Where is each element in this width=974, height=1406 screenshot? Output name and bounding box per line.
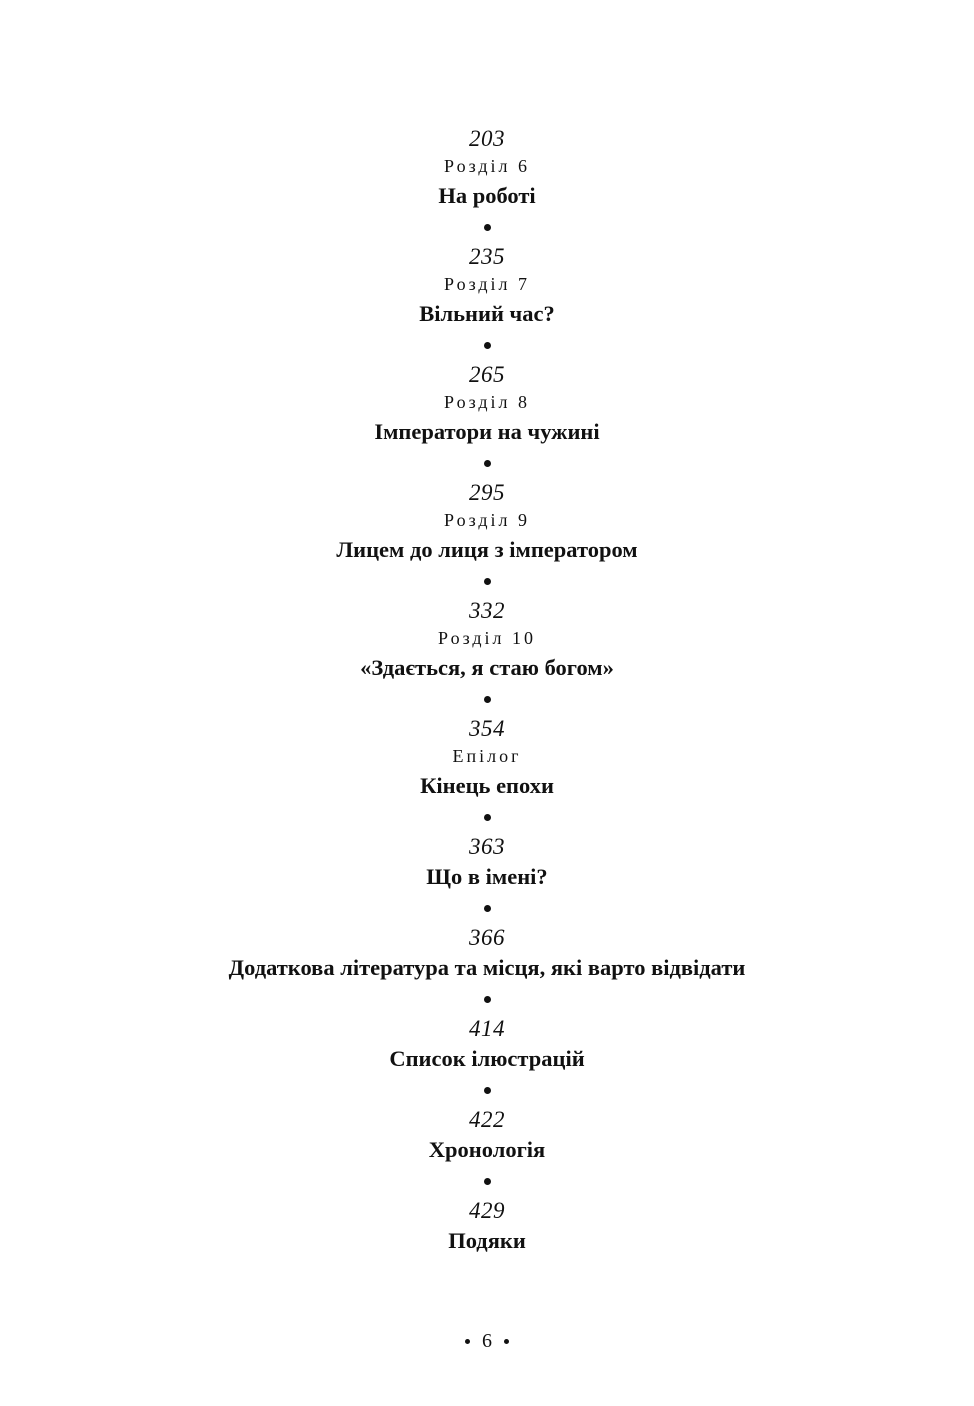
toc-entry [0,1196,974,1257]
entry-page-number: 235 [469,244,505,269]
entry-chapter-label: Епілог [452,746,522,766]
toc-entry [0,596,974,684]
entry-title: Список ілюстрацій [389,1046,585,1071]
separator [484,1075,491,1105]
toc-entry [0,124,974,212]
entry-title: Вільний час? [419,301,555,326]
separator [484,684,491,714]
bullet-dot-icon [484,905,491,912]
bullet-dot-icon [484,1178,491,1185]
entry-chapter-label: Розділ 7 [444,274,530,294]
entry-title: Додаткова література та місця, які варто відвідати [228,955,746,980]
entry-page-number: 354 [469,716,505,741]
bullet-dot-icon [484,224,491,231]
page-footer [0,1327,974,1355]
table-of-contents [0,124,974,1257]
entry-page-number: 414 [469,1016,505,1041]
separator [484,448,491,478]
entry-page-number: 429 [469,1198,505,1223]
bullet-dot-icon [484,814,491,821]
toc-entry [0,1014,974,1075]
toc-entry [0,478,974,566]
entry-title: Кінець епохи [420,773,554,798]
toc-entry [0,714,974,802]
toc-entry [0,242,974,330]
entry-chapter-label: Розділ 6 [444,156,530,176]
entry-page-number: 332 [469,598,505,623]
separator [484,1166,491,1196]
separator [484,984,491,1014]
bullet-dot-icon [484,696,491,703]
separator [484,893,491,923]
footer-dot-icon [465,1339,470,1344]
toc-entry [0,923,974,984]
separator [484,330,491,360]
separator [484,566,491,596]
entry-page-number: 422 [469,1107,505,1132]
entry-title: Лицем до лиця з імператором [336,537,638,562]
entry-title: Хронологія [428,1137,546,1162]
bullet-dot-icon [484,342,491,349]
entry-page-number: 366 [469,925,505,950]
separator [484,212,491,242]
entry-page-number: 363 [469,834,505,859]
toc-entry [0,832,974,893]
entry-page-number: 265 [469,362,505,387]
toc-entry [0,360,974,448]
entry-title: «Здається, я стаю богом» [360,655,614,680]
bullet-dot-icon [484,996,491,1003]
entry-chapter-label: Розділ 9 [444,510,530,530]
separator [484,802,491,832]
entry-chapter-label: Розділ 8 [444,392,530,412]
bullet-dot-icon [484,460,491,467]
footer-dot-icon [504,1339,509,1344]
entry-title: На роботі [438,183,536,208]
entry-page-number: 295 [469,480,505,505]
bullet-dot-icon [484,578,491,585]
entry-title: Що в імені? [426,864,548,889]
bullet-dot-icon [484,1087,491,1094]
entry-page-number: 203 [469,126,505,151]
footer-page-number: 6 [482,1330,492,1352]
toc-entry [0,1105,974,1166]
entry-title: Подяки [448,1228,526,1253]
entry-chapter-label: Розділ 10 [438,628,536,648]
entry-title: Імператори на чужині [374,419,600,444]
